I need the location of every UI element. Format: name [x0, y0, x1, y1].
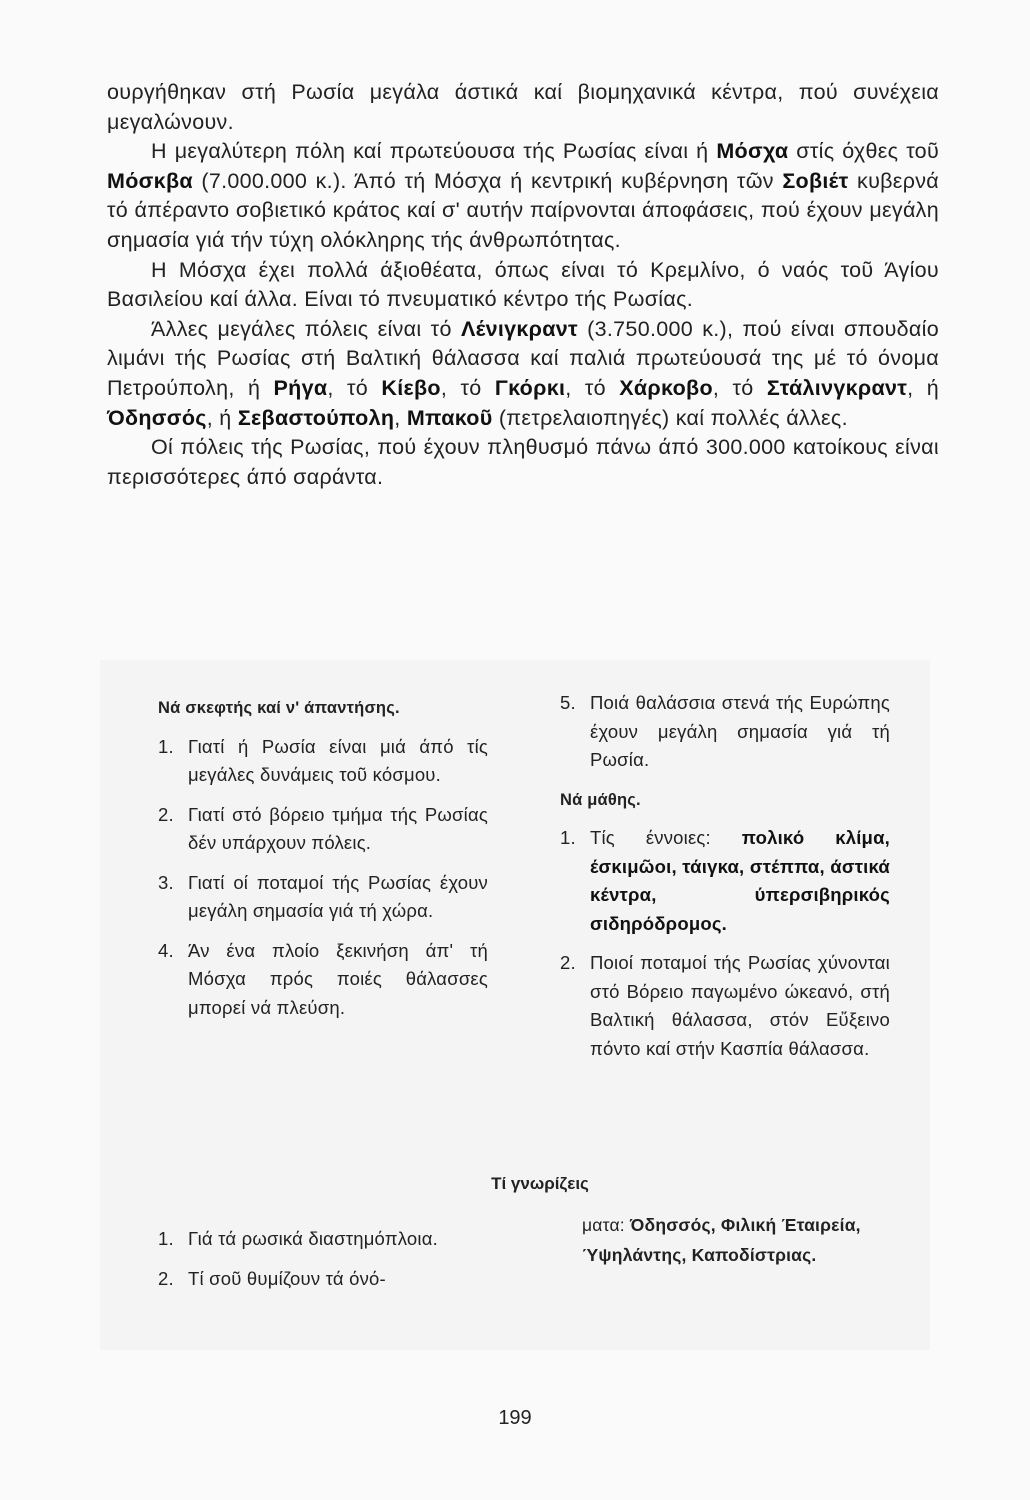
think-item: 5. Ποιά θαλάσσια στενά τής Ευρώπης έχουν μεγάλη σημασία γιά τή Ρωσία.	[560, 692, 890, 770]
think-item: 4. Άν ένα πλοίο ξεκινήση άπ' τή Μόσχα πρός ποιές θάλασσες μπορεί νά πλεύση.	[158, 939, 488, 1018]
know-heading: Τί γνωρίζεις	[491, 1174, 589, 1193]
paragraph-3: Η Μόσχα έχει πολλά άξιοθέατα, όπως είναι τό Κρεμλίνο, ό ναός τοῦ Άγίου Βασιλείου καί άλλα. Είναι τό πνευματικό κέντρο τής Ρωσίας.	[107, 257, 939, 312]
think-column	[158, 694, 488, 1033]
paragraph-4: Άλλες μεγάλες πόλεις είναι τό Λένιγκραντ (3.750.000 κ.), πού είναι σπουδαίο λιμάνι τής Ρωσίας στή Βαλτική θάλασσα καί παλιά πρωτεύουσά της μέ τό όνομα Πετρούπολη, ή Ρήγα, τό Κίεβο, τό Γκόρκι, τό Χάρκοβο, τό Στάλινγκραντ, ή Όδησσός, ή Σεβαστούπολη, Μπακοῦ (πετρελαιοπηγές) καί πολλές άλλες.	[107, 316, 940, 430]
know-terms: Όδησσός, Φιλική Έταιρεία, Ύψηλάντης, Καποδίστριας.	[582, 1215, 861, 1265]
learn-item: 2. Ποιοί ποταμοί τής Ρωσίας χύνονται στό Βόρειο παγωμένο ώκεανό, στή Βαλτική θάλασσα, στόν Εὔξεινο πόντο καί στήν Κασπία θάλασσα.	[560, 952, 890, 1059]
main-text	[107, 78, 939, 492]
paragraph-5: Οί πόλεις τής Ρωσίας, πού έχουν πληθυσμό πάνω άπό 300.000 κατοίκους είναι περισσότερες άπό σαράντα.	[107, 435, 939, 489]
know-column-left	[158, 1225, 488, 1304]
know-column-right: ματα: Όδησσός, Φιλική Έταιρεία, Ύψηλάντης, Καποδίστριας.	[582, 1215, 861, 1265]
think-item: 3. Γιατί οί ποταμοί τής Ρωσίας έχουν μεγάλη σημασία γιά τή χώρα.	[158, 871, 488, 921]
think-item: 2. Γιατί στό βόρειο τμήμα τής Ρωσίας δέν υπάρχουν πόλεις.	[158, 803, 488, 853]
think-heading: Νά σκεφτής καί ν' άπαντήσης.	[158, 699, 400, 717]
know-item: 1. Γιά τά ρωσικά διαστημόπλοια.	[158, 1228, 438, 1249]
learn-column	[560, 689, 890, 1074]
learn-heading: Νά μάθης.	[560, 790, 641, 809]
think-item: 1. Γιατί ή Ρωσία είναι μιά άπό τίς μεγάλες δυνάμεις τοῦ κόσμου.	[158, 735, 488, 785]
paragraph-2: Η μεγαλύτερη πόλη καί πρωτεύουσα τής Ρωσίας είναι ή Μόσχα στίς όχθες τοῦ Μόσκβα (7.000.000 κ.). Άπό τή Μόσχα ή κεντρική κυβέρνηση τῶν Σοβιέτ κυβερνά τό άπέραντο σοβιετικό κράτος καί σ' αυτήν παίρνονται άποφάσεις, πού έχουν μεγάλη σημασία γιά τήν τύχη ολόκληρης τής άνθρωπότητας.	[107, 139, 939, 252]
page-number: 199	[498, 1407, 532, 1429]
learn-terms: πολικό κλίμα, έσκιμῶοι, τάιγκα, στέππα, άστικά κέντρα, ύπερσιβηρικός σιδηρόδρομος.	[590, 827, 890, 934]
term-moskva: Μόσκβα	[107, 168, 193, 193]
term-moscha: Μόσχα	[716, 139, 789, 164]
term-soviet: Σοβιέτ	[782, 168, 849, 193]
learn-item: 1. Τίς έννοιες: πολικό κλίμα, έσκιμῶοι, τάιγκα, στέππα, άστικά κέντρα, ύπερσιβηρικός σιδηρόδρομος.	[560, 827, 890, 934]
paragraph-1: ουργήθηκαν στή Ρωσία μεγάλα άστικά καί βιομηχανικά κέντρα, πού συνέχεια μεγαλώνουν.	[107, 80, 939, 134]
know-item: 2. Τί σοῦ θυμίζουν τά όνό-	[158, 1267, 386, 1289]
